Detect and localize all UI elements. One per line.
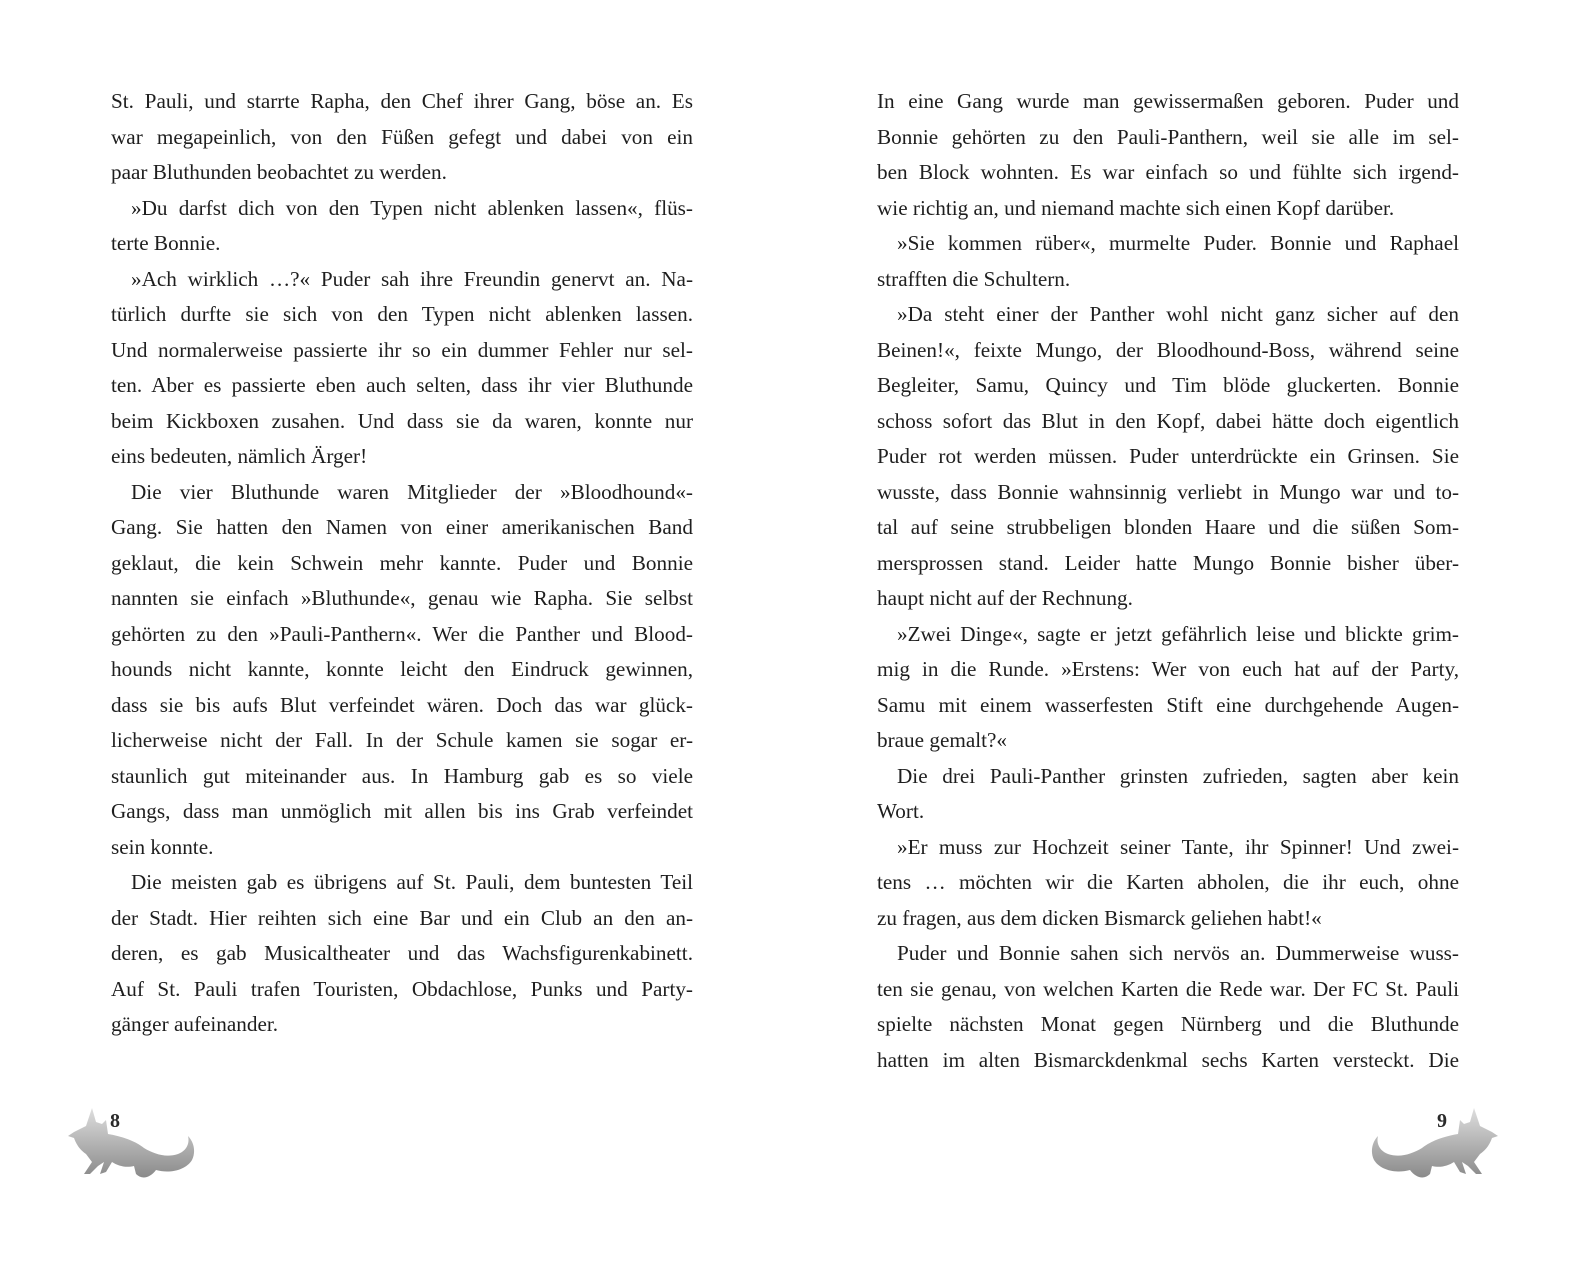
right-page-text	[877, 84, 1459, 1078]
right-page	[797, 0, 1594, 1270]
text-line: Bonnie gehörten zu den Pauli-Panthern, weil sie alle im sel-	[877, 124, 1459, 149]
text-line: gänger aufeinander.	[111, 1012, 279, 1036]
text-line: »Er muss zur Hochzeit seiner Tante, ihr Spinner! Und zwei-	[897, 834, 1459, 859]
text-line: Beinen!«, feixte Mungo, der Bloodhound-Boss, während seine	[877, 337, 1459, 362]
text-line: deren, es gab Musicaltheater und das Wachsfigurenkabinett.	[111, 941, 693, 965]
text-line: war megapeinlich, von den Füßen gefegt und dabei von ein	[111, 124, 693, 149]
text-line: Puder rot werden müssen. Puder unterdrückte ein Grinsen. Sie	[877, 444, 1459, 468]
text-line: tal auf seine strubbeligen blonden Haare und die süßen Som-	[877, 515, 1459, 539]
text-line: dass sie bis aufs Blut verfeindet wären. Doch das war glück-	[111, 692, 693, 717]
text-line: beim Kickboxen zusahen. Und dass sie da waren, konnte nur	[111, 408, 693, 433]
text-line: Die vier Bluthunde waren Mitglieder der »Bloodhound«-	[131, 479, 693, 504]
text-line: terte Bonnie.	[111, 231, 221, 255]
text-line: mersprossen stand. Leider hatte Mungo Bonnie bisher über-	[877, 550, 1459, 575]
text-line: hounds nicht kannte, konnte leicht den Eindruck gewinnen,	[111, 657, 693, 681]
fox-icon	[62, 1100, 197, 1182]
text-line: Puder und Bonnie sahen sich nervös an. Dummerweise wuss-	[897, 941, 1459, 965]
text-line: braue gemalt?«	[877, 728, 1008, 752]
text-line: Samu mit einem wasserfesten Stift eine durchgehende Augen-	[877, 692, 1459, 717]
text-line: der Stadt. Hier reihten sich eine Bar und ein Club an den an-	[111, 905, 693, 930]
page-number: 8	[110, 1110, 120, 1132]
text-line: »Zwei Dinge«, sagte er jetzt gefährlich leise und blickte grim-	[897, 621, 1459, 646]
text-line: strafften die Schultern.	[877, 266, 1071, 291]
text-line: türlich durfte sie sich von den Typen nicht ablenken lassen.	[111, 302, 693, 326]
text-line: eins bedeuten, nämlich Ärger!	[111, 444, 368, 468]
text-line: wusste, dass Bonnie wahnsinnig verliebt in Mungo war und to-	[877, 479, 1459, 504]
text-line: Gangs, dass man unmöglich mit allen bis ins Grab verfeindet	[111, 799, 693, 823]
text-line: haupt nicht auf der Rechnung.	[877, 586, 1133, 610]
text-line: paar Bluthunden beobachtet zu werden.	[111, 160, 447, 184]
text-line: tens … möchten wir die Karten abholen, die ihr euch, ohne	[877, 870, 1459, 894]
text-line: »Sie kommen rüber«, murmelte Puder. Bonnie und Raphael	[897, 231, 1459, 255]
text-line: sein konnte.	[111, 834, 214, 859]
text-line: Und normalerweise passierte ihr so ein dummer Fehler nur sel-	[111, 337, 693, 362]
text-line: Die drei Pauli-Panther grinsten zufrieden, sagten aber kein	[897, 763, 1459, 788]
text-line: ten. Aber es passierte eben auch selten, dass ihr vier Bluthunde	[111, 373, 693, 397]
text-line: mig in die Runde. »Erstens: Wer von euch hat auf der Party,	[877, 657, 1459, 681]
text-line: licherweise nicht der Fall. In der Schule kamen sie sogar er-	[111, 728, 693, 752]
text-line: spielte nächsten Monat gegen Nürnberg und die Bluthunde	[877, 1012, 1459, 1036]
text-line: nannten sie einfach »Bluthunde«, genau wie Rapha. Sie selbst	[111, 586, 693, 610]
text-line: St. Pauli, und starrte Rapha, den Chef ihrer Gang, böse an. Es	[111, 89, 693, 113]
text-line: gehörten zu den »Pauli-Panthern«. Wer die Panther und Blood-	[111, 621, 693, 646]
text-line: »Du darfst dich von den Typen nicht ablenken lassen«, flüs-	[131, 195, 693, 220]
page-number: 9	[1437, 1110, 1447, 1132]
text-line: schoss sofort das Blut in den Kopf, dabei hätte doch eigentlich	[877, 408, 1459, 433]
text-line: ten sie genau, von welchen Karten die Rede war. Der FC St. Pauli	[877, 976, 1459, 1001]
text-line: zu fragen, aus dem dicken Bismarck geliehen habt!«	[877, 905, 1322, 930]
text-line: wie richtig an, und niemand machte sich einen Kopf darüber.	[877, 195, 1395, 220]
text-line: Wort.	[877, 799, 925, 823]
text-line: »Da steht einer der Panther wohl nicht ganz sicher auf den	[897, 302, 1459, 326]
text-line: ben Block wohnten. Es war einfach so und fühlte sich irgend-	[877, 160, 1459, 184]
text-line: »Ach wirklich …?« Puder sah ihre Freundin genervt an. Na-	[131, 266, 693, 291]
text-line: In eine Gang wurde man gewissermaßen geboren. Puder und	[877, 89, 1459, 113]
text-line: Auf St. Pauli trafen Touristen, Obdachlose, Punks und Party-	[111, 976, 693, 1001]
text-line: Gang. Sie hatten den Namen von einer amerikanischen Band	[111, 515, 693, 539]
text-line: Begleiter, Samu, Quincy und Tim blöde gluckerten. Bonnie	[877, 373, 1459, 397]
text-line: geklaut, die kein Schwein mehr kannte. Puder und Bonnie	[111, 550, 693, 575]
text-line: Die meisten gab es übrigens auf St. Pauli, dem buntesten Teil	[131, 870, 693, 894]
left-page-text	[111, 84, 693, 1043]
text-line: hatten im alten Bismarckdenkmal sechs Karten versteckt. Die	[877, 1047, 1459, 1072]
text-line: staunlich gut miteinander aus. In Hamburg gab es so viele	[111, 763, 693, 788]
